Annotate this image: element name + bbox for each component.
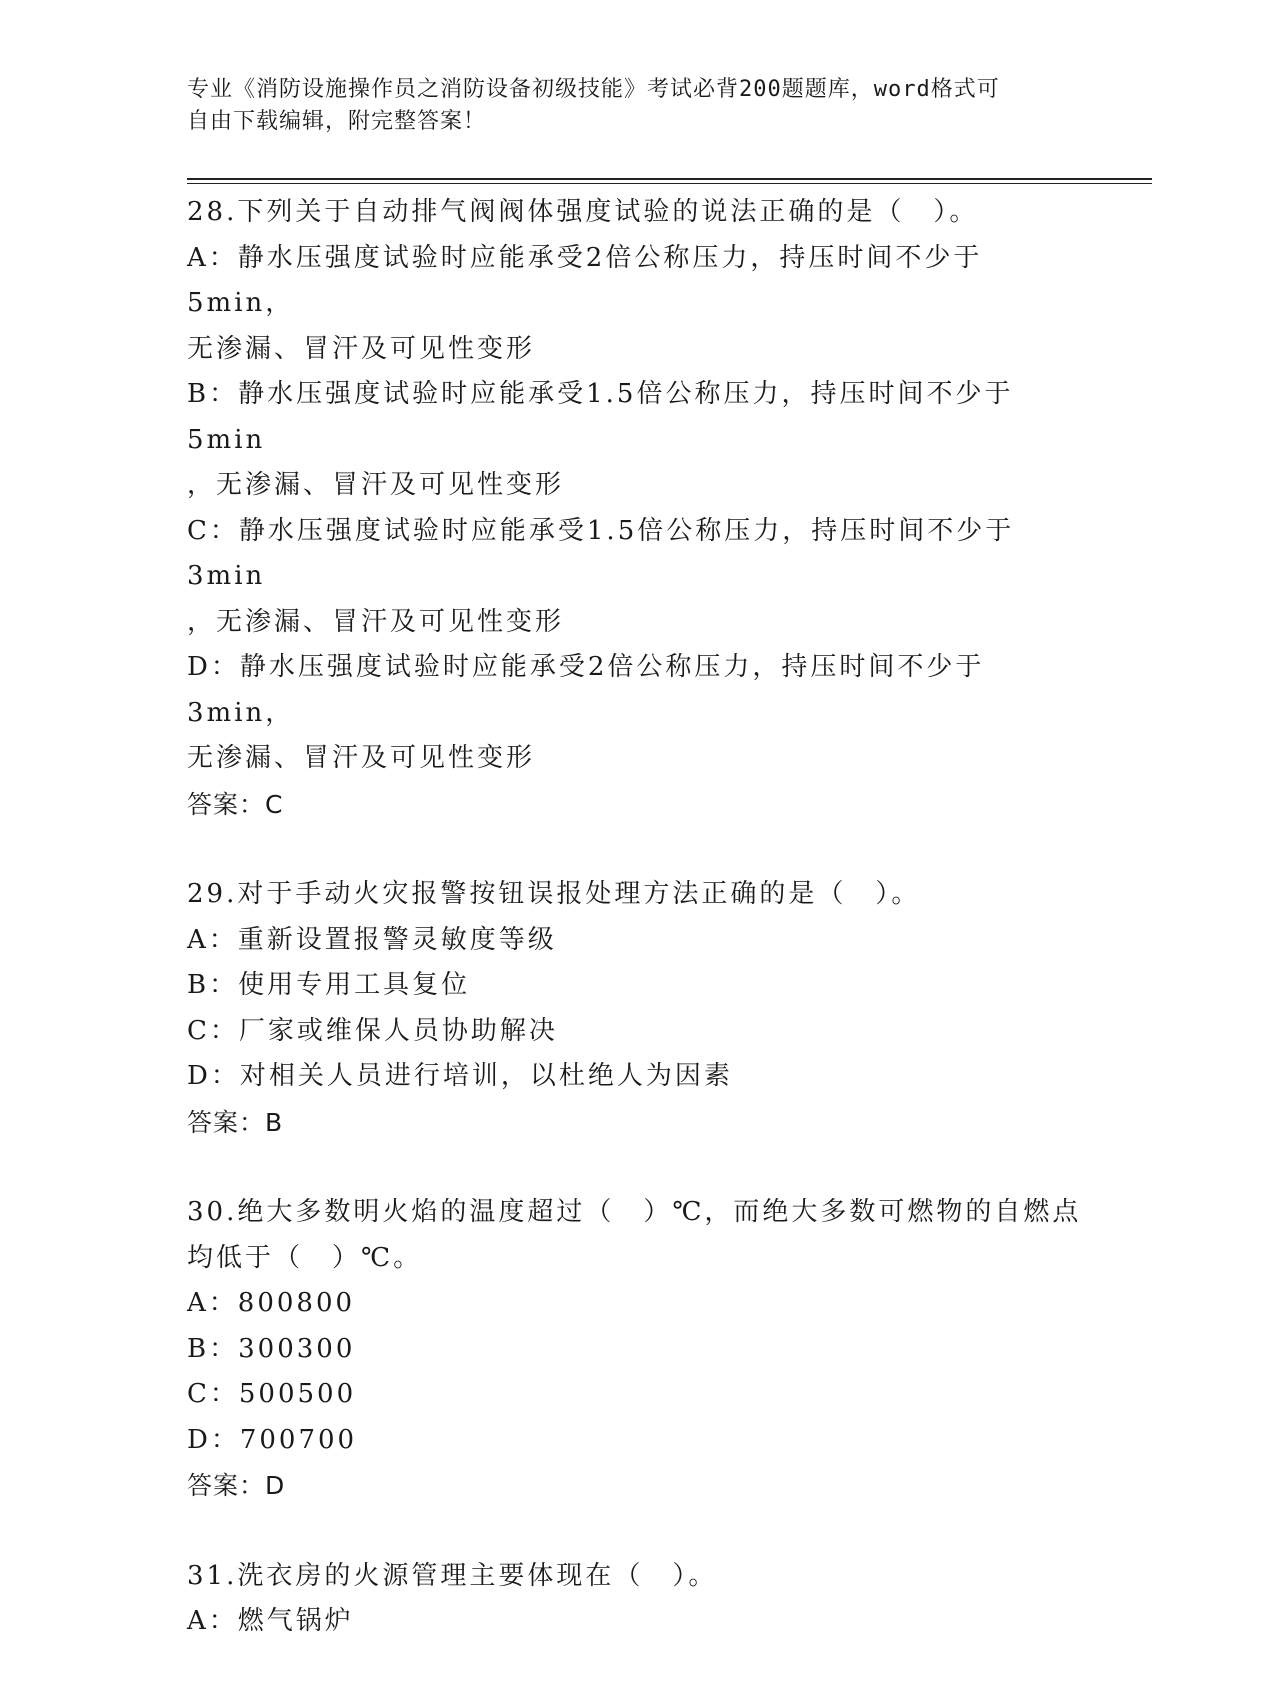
question-block — [187, 872, 1087, 1145]
question-stem: 31.洗衣房的火源管理主要体现在（ ）。 — [187, 1560, 718, 1591]
answer-option: A：800800 — [187, 1288, 356, 1318]
answer-option: B：使用专用工具复位 — [187, 970, 471, 1000]
answer-option: ，无渗漏、冒汗及可见性变形 — [187, 606, 565, 637]
answer-option: D：对相关人员进行培训，以杜绝人为因素 — [187, 1061, 733, 1091]
answer-key: 答案：C — [187, 789, 284, 819]
question-block — [187, 190, 1087, 827]
answer-option: B：300300 — [187, 1333, 356, 1364]
answer-option: D：静水压强度试验时应能承受2倍公称压力，持压时间不少于3min， — [187, 652, 985, 728]
question-stem: 28.下列关于自动排气阀阀体强度试验的说法正确的是（ ）。 — [187, 197, 979, 227]
question-stem: 30.绝大多数明火焰的温度超过（ ）℃，而绝大多数可燃物的自燃点 — [187, 1197, 1082, 1227]
header-divider-thick — [187, 178, 1152, 180]
answer-option: ，无渗漏、冒汗及可见性变形 — [187, 470, 565, 500]
answer-option: 无渗漏、冒汗及可见性变形 — [187, 333, 536, 364]
answer-option: D：700700 — [187, 1424, 358, 1455]
question-block — [187, 1554, 1087, 1645]
question-list — [187, 190, 1087, 1690]
header-line-2: 自由下载编辑，附完整答案！ — [187, 109, 487, 134]
question-stem: 29.对于手动火灾报警按钮误报处理方法正确的是（ ）。 — [187, 879, 921, 909]
header-divider-thin — [187, 183, 1152, 184]
document-header — [187, 74, 1087, 138]
answer-option: 无渗漏、冒汗及可见性变形 — [187, 743, 536, 773]
answer-option: A：重新设置报警灵敏度等级 — [187, 924, 557, 955]
answer-option: B：静水压强度试验时应能承受1.5倍公称压力，持压时间不少于5min — [187, 379, 1014, 455]
answer-option: C：厂家或维保人员协助解决 — [187, 1015, 558, 1046]
answer-option: C：500500 — [187, 1379, 357, 1409]
answer-key: 答案：B — [187, 1107, 284, 1137]
answer-option: A：静水压强度试验时应能承受2倍公称压力，持压时间不少于5min， — [187, 242, 983, 318]
answer-key: 答案：D — [187, 1471, 286, 1500]
question-block — [187, 1190, 1087, 1509]
question-stem: 均低于（ ）℃。 — [187, 1242, 423, 1273]
answer-option: A：燃气锅炉 — [187, 1606, 354, 1636]
header-line-1: 专业《消防设施操作员之消防设备初级技能》考试必背200题题库，word格式可 — [187, 77, 1000, 102]
answer-option: C：静水压强度试验时应能承受1.5倍公称压力，持压时间不少于3min — [187, 515, 1015, 591]
